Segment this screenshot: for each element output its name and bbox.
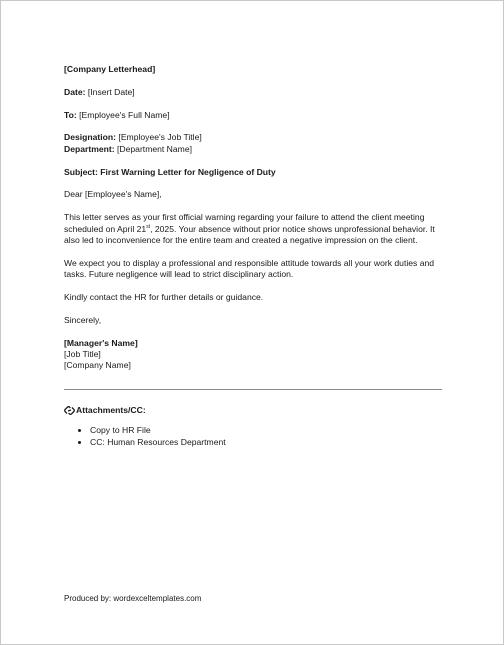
paragraph-expectation: We expect you to display a professional and responsible attitude towards all your work duties and tasks. Future negligence will lead to strict disciplinary action. (64, 257, 435, 280)
paragraph-contact: Kindly contact the HR for further details or guidance. (64, 292, 264, 302)
date-line (64, 87, 444, 98)
job-title: [Job Title] (64, 349, 101, 359)
date-value: [Insert Date] (85, 86, 135, 97)
to-line (64, 110, 444, 121)
paragraph-warning (64, 212, 444, 246)
designation-line (64, 132, 444, 143)
department-value: [Department Name] (114, 143, 192, 154)
to-value: [Employee's Full Name] (76, 109, 170, 120)
department-label: Department: (64, 143, 115, 154)
footer-credit: Produced by: wordexceltemplates.com (64, 594, 202, 603)
attachments-label: Attachments/CC: (76, 404, 146, 415)
paragraph-warning-part-1: This letter serves as your first official warning regarding your failure to attend the client meeting scheduled on April 21 (64, 212, 425, 234)
list-item: Copy to HR File (90, 424, 444, 436)
designation-value: [Employee's Job Title] (116, 132, 202, 143)
attachments-list (64, 424, 444, 448)
company-letterhead: [Company Letterhead] (64, 64, 156, 74)
department-line (64, 144, 444, 155)
salutation: Dear [Employee's Name], (64, 189, 162, 200)
attachments-heading (64, 405, 444, 416)
designation-label: Designation: (64, 132, 117, 143)
company-name: [Company Name] (64, 360, 131, 371)
letter-body (64, 64, 444, 448)
divider (64, 389, 442, 390)
paragraph-warning-part-2: , 2025. Your absence without prior notice shows unprofessional behavior. It also led to inconvenience for the entire team and created a negative impression on the client. (64, 223, 435, 245)
manager-name: [Manager's Name] (64, 337, 138, 348)
list-item: CC: Human Resources Department (90, 436, 444, 448)
ordinal-suffix: st (146, 223, 151, 230)
closing: Sincerely, (64, 314, 102, 325)
to-label: To: (64, 109, 77, 120)
date-label: Date: (64, 86, 86, 97)
attachment-icon (64, 406, 75, 415)
subject-line: Subject: First Warning Letter for Negligence of Duty (64, 166, 276, 177)
